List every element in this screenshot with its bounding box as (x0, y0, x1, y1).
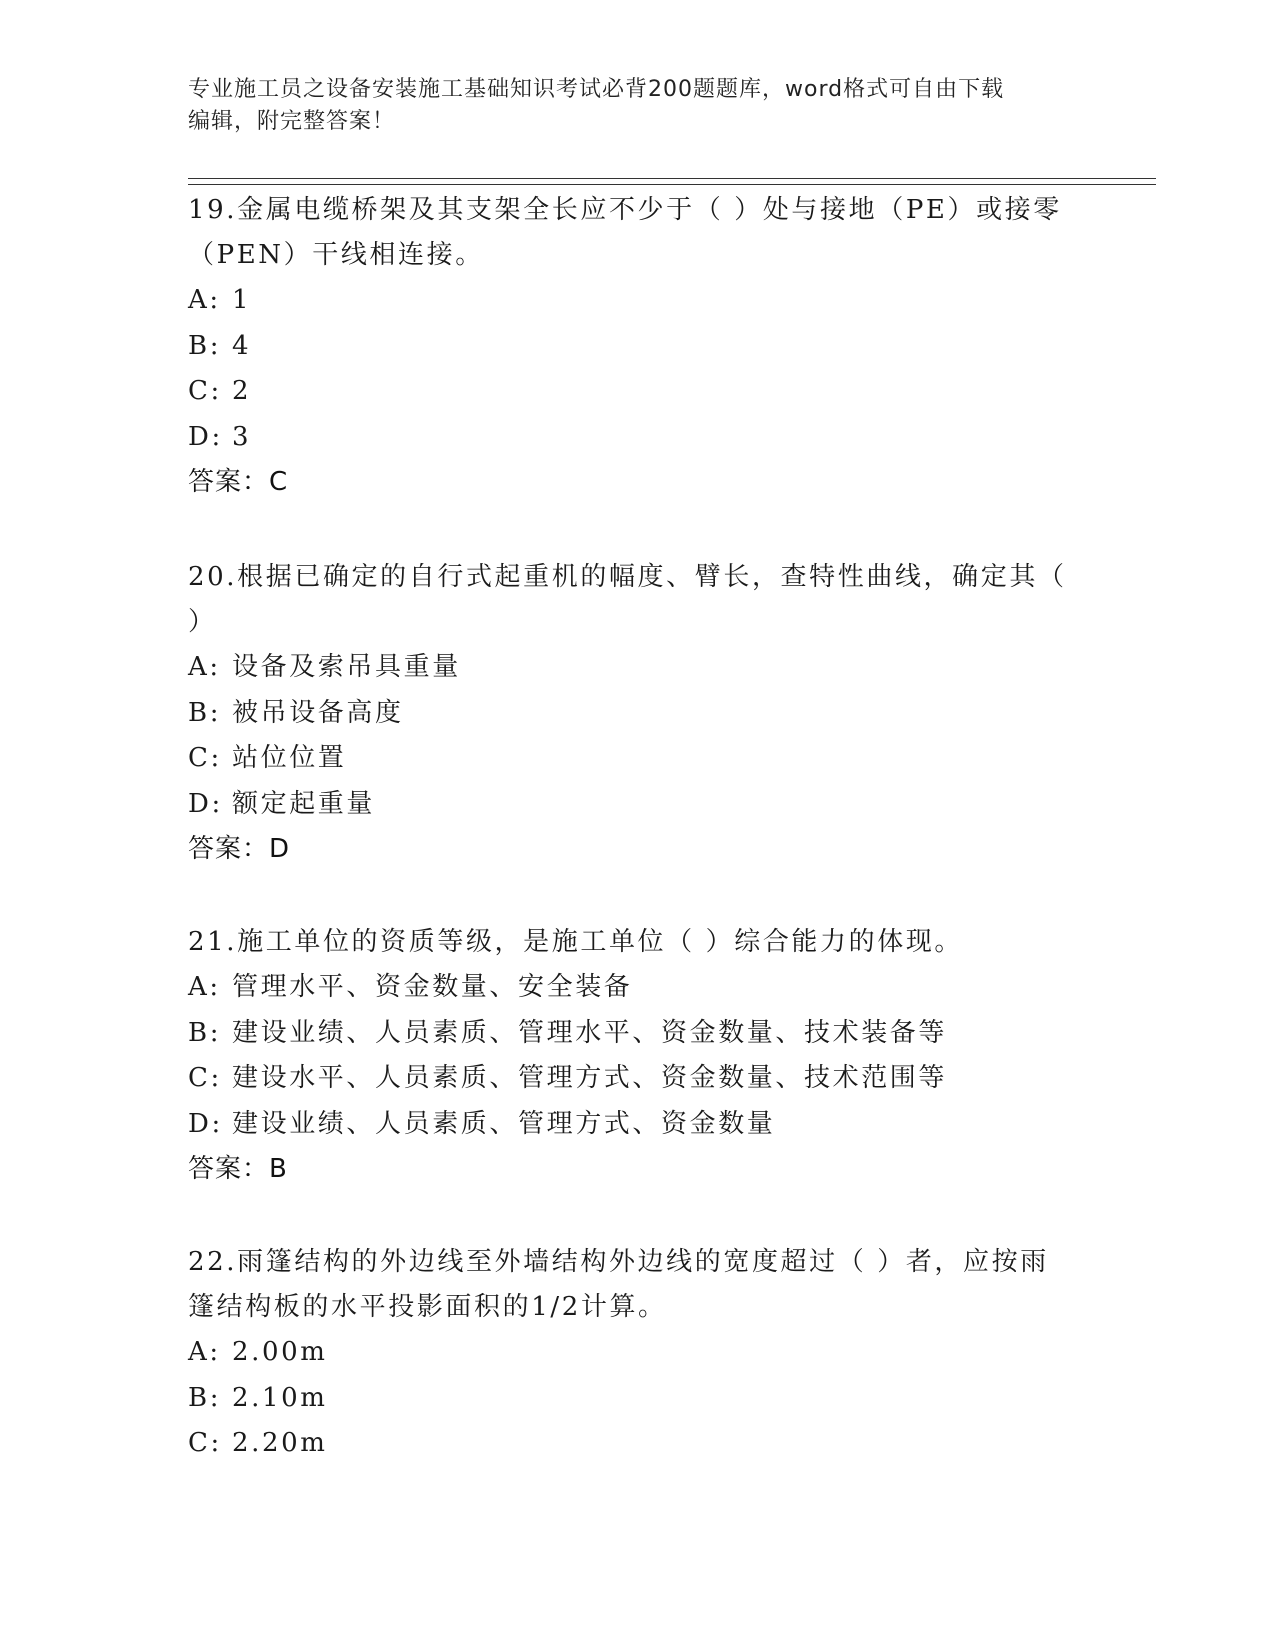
option-text: 管理水平、资金数量、安全装备 (232, 972, 633, 1002)
question-stem-line-1: 21.施工单位的资质等级，是施工单位（ ）综合能力的体现。 (188, 927, 964, 957)
option-c (188, 369, 1088, 415)
option-text: 2.10m (232, 1382, 328, 1413)
option-text: 站位位置 (232, 743, 347, 773)
answer-line: 答案：C (188, 467, 289, 497)
question-stem-line-1: 22.雨篷结构的外边线至外墙结构外边线的宽度超过（ ）者，应按雨 (188, 1247, 1049, 1277)
option-text: 额定起重量 (232, 788, 376, 819)
option-label: C: (188, 1428, 222, 1458)
question-stem-line-2: 篷结构板的水平投影面积的1/2计算。 (188, 1292, 667, 1322)
question-20 (188, 555, 1088, 872)
option-text: 2.00m (232, 1337, 328, 1367)
option-text: 4 (232, 330, 252, 361)
option-a (188, 645, 1088, 691)
option-b (188, 1011, 1088, 1057)
option-text: 2 (232, 376, 252, 406)
option-text: 2.20m (232, 1428, 328, 1458)
header-divider-bottom (188, 184, 1156, 185)
option-c (188, 1421, 1088, 1467)
option-d (188, 415, 1088, 461)
option-b (188, 691, 1088, 737)
question-stem (188, 555, 1088, 645)
question-stem-line-2: ） (188, 607, 217, 637)
option-b (188, 324, 1088, 370)
option-a (188, 965, 1088, 1011)
option-label: D: (188, 421, 223, 452)
option-text: 1 (232, 285, 252, 315)
question-22 (188, 1240, 1088, 1467)
option-label: B: (188, 697, 222, 728)
option-label: A: (188, 285, 221, 315)
option-text: 建设业绩、人员素质、管理水平、资金数量、技术装备等 (232, 1017, 948, 1048)
question-stem (188, 188, 1088, 278)
option-label: C: (188, 376, 222, 406)
option-label: C: (188, 743, 222, 773)
option-label: B: (188, 1017, 222, 1048)
option-label: C: (188, 1063, 222, 1093)
option-label: B: (188, 1382, 222, 1413)
option-text: 被吊设备高度 (232, 697, 404, 728)
option-text: 建设水平、人员素质、管理方式、资金数量、技术范围等 (232, 1063, 948, 1093)
option-label: A: (188, 652, 221, 682)
question-stem (188, 920, 1088, 965)
question-21 (188, 920, 1088, 1192)
question-stem (188, 1240, 1088, 1330)
question-19 (188, 188, 1088, 505)
option-label: D: (188, 788, 223, 819)
option-d (188, 782, 1088, 828)
header-title-line-1: 专业施工员之设备安装施工基础知识考试必背200题题库，word格式可自由下载 (188, 77, 1005, 102)
option-d (188, 1102, 1088, 1148)
answer-line: 答案：D (188, 834, 291, 864)
question-stem-line-2: （PEN）干线相连接。 (188, 240, 484, 270)
option-label: A: (188, 972, 221, 1002)
header-divider-top (188, 178, 1156, 179)
header-title-line-2: 编辑，附完整答案！ (188, 109, 396, 134)
option-label: D: (188, 1108, 223, 1139)
option-text: 设备及索吊具重量 (232, 652, 461, 682)
option-b (188, 1376, 1088, 1422)
option-c (188, 1056, 1088, 1102)
option-a (188, 1330, 1088, 1376)
option-label: A: (188, 1337, 221, 1367)
question-stem-line-1: 19.金属电缆桥架及其支架全长应不少于（ ）处与接地（PE）或接零 (188, 195, 1062, 225)
option-text: 3 (232, 421, 252, 452)
option-label: B: (188, 330, 222, 361)
option-a (188, 278, 1088, 324)
answer-line: 答案：B (188, 1154, 288, 1184)
option-text: 建设业绩、人员素质、管理方式、资金数量 (232, 1108, 776, 1139)
document-header (188, 74, 1068, 138)
option-c (188, 736, 1088, 782)
question-stem-line-1: 20.根据已确定的自行式起重机的幅度、臂长，查特性曲线，确定其（ (188, 562, 1067, 592)
